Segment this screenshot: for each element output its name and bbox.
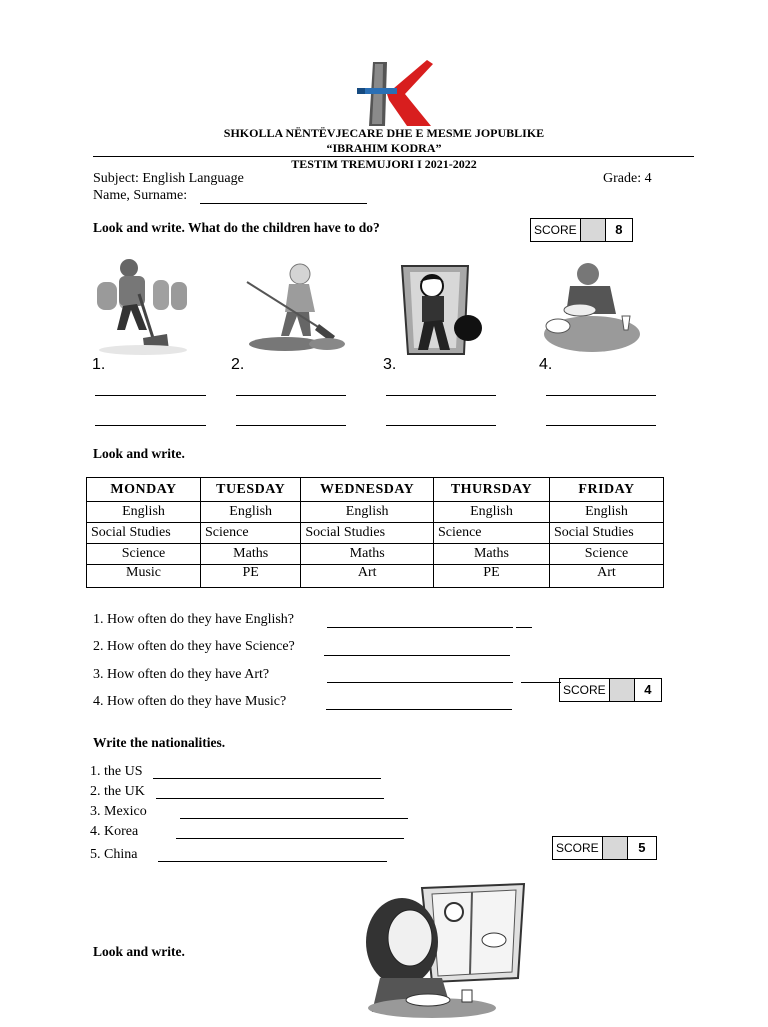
- picture-number-4: 4.: [539, 356, 553, 373]
- question-2: 2. How often do they have Science?: [93, 639, 295, 654]
- picture-number-3: 3.: [383, 356, 397, 373]
- timetable: [86, 477, 664, 588]
- picture-shoveling-snow: [95, 258, 190, 356]
- score-value: 8: [615, 222, 623, 237]
- answer-line[interactable]: [546, 395, 656, 396]
- answer-line[interactable]: [176, 838, 404, 839]
- table-cell: English: [433, 502, 549, 523]
- score-box-3: [552, 836, 657, 860]
- table-row: [87, 502, 664, 523]
- day-header: THURSDAY: [433, 478, 549, 502]
- section1-instruction: Look and write. What do the children have to do?: [93, 220, 380, 235]
- table-row: [87, 523, 664, 544]
- answer-line[interactable]: [95, 395, 206, 396]
- picture-taking-out-rubbish: [398, 262, 486, 358]
- table-cell: English: [301, 502, 434, 523]
- score-blank: [610, 679, 635, 701]
- answer-line[interactable]: [95, 425, 206, 426]
- name-answer-line[interactable]: [200, 203, 367, 204]
- picture-number-2: 2.: [231, 356, 245, 373]
- picture-girl-eating-by-window: [362, 882, 528, 1022]
- nationality-item-3: 3. Mexico: [90, 804, 147, 819]
- answer-line[interactable]: [327, 682, 513, 683]
- table-cell: English: [549, 502, 663, 523]
- table-cell: Maths: [201, 544, 301, 565]
- table-cell: Art: [301, 565, 434, 588]
- nationality-item-1: 1. the US: [90, 764, 143, 779]
- subject-label: Subject: English Language: [93, 171, 244, 186]
- table-cell: Music: [87, 565, 201, 588]
- table-row: [87, 544, 664, 565]
- test-title: TESTIM TREMUJORI I 2021-2022: [291, 157, 477, 171]
- score-label: SCORE: [531, 219, 581, 241]
- section3-instruction: Write the nationalities.: [93, 735, 226, 750]
- nationality-item-2: 2. the UK: [90, 784, 145, 799]
- answer-line[interactable]: [521, 682, 561, 683]
- timetable-header-row: [87, 478, 664, 502]
- grade-label: Grade: 4: [603, 171, 652, 186]
- day-header: FRIDAY: [549, 478, 663, 502]
- score-label: SCORE: [560, 679, 610, 701]
- answer-line[interactable]: [327, 627, 513, 628]
- section2-instruction: Look and write.: [93, 446, 185, 461]
- nationality-item-4: 4. Korea: [90, 824, 139, 839]
- score-value: 4: [644, 682, 652, 697]
- table-cell: English: [87, 502, 201, 523]
- table-cell: Science: [549, 544, 663, 565]
- answer-line[interactable]: [158, 861, 387, 862]
- day-header: MONDAY: [87, 478, 201, 502]
- answer-line[interactable]: [236, 395, 346, 396]
- school-logo: [355, 60, 435, 128]
- score-box-2: [559, 678, 662, 702]
- day-header: WEDNESDAY: [301, 478, 434, 502]
- answer-line[interactable]: [386, 395, 496, 396]
- table-cell: Science: [201, 523, 301, 544]
- day-header: TUESDAY: [201, 478, 301, 502]
- picture-washing-dishes: [540, 258, 640, 354]
- table-cell: Maths: [301, 544, 434, 565]
- score-box-1: [530, 218, 633, 242]
- table-cell: Science: [87, 544, 201, 565]
- answer-line[interactable]: [516, 627, 532, 628]
- table-cell: Social Studies: [301, 523, 434, 544]
- table-cell: Art: [549, 565, 663, 588]
- table-cell: PE: [201, 565, 301, 588]
- score-blank: [603, 837, 628, 859]
- picture-number-1: 1.: [92, 356, 106, 373]
- table-cell: English: [201, 502, 301, 523]
- answer-line[interactable]: [153, 778, 381, 779]
- question-1: 1. How often do they have English?: [93, 612, 295, 627]
- table-cell: Social Studies: [549, 523, 663, 544]
- nationality-item-5: 5. China: [90, 847, 138, 862]
- table-cell: Science: [433, 523, 549, 544]
- answer-line[interactable]: [546, 425, 656, 426]
- score-value: 5: [638, 840, 646, 855]
- score-blank: [581, 219, 606, 241]
- answer-line[interactable]: [156, 798, 384, 799]
- table-cell: Social Studies: [87, 523, 201, 544]
- school-line: SHKOLLA NËNTËVJECARE DHE E MESME JOPUBLIKE: [223, 126, 545, 140]
- answer-line[interactable]: [326, 709, 512, 710]
- table-row: [87, 565, 664, 588]
- answer-line[interactable]: [324, 655, 510, 656]
- answer-line[interactable]: [180, 818, 408, 819]
- question-4: 4. How often do they have Music?: [93, 694, 287, 709]
- table-cell: PE: [433, 565, 549, 588]
- table-cell: Maths: [433, 544, 549, 565]
- name-label: Name, Surname:: [93, 188, 188, 203]
- score-label: SCORE: [553, 837, 603, 859]
- answer-line[interactable]: [236, 425, 346, 426]
- picture-raking-leaves: [245, 262, 350, 352]
- school-name: “IBRAHIM KODRA”: [326, 141, 442, 155]
- section4-instruction: Look and write.: [93, 944, 185, 959]
- answer-line[interactable]: [386, 425, 496, 426]
- question-3: 3. How often do they have Art?: [93, 667, 270, 682]
